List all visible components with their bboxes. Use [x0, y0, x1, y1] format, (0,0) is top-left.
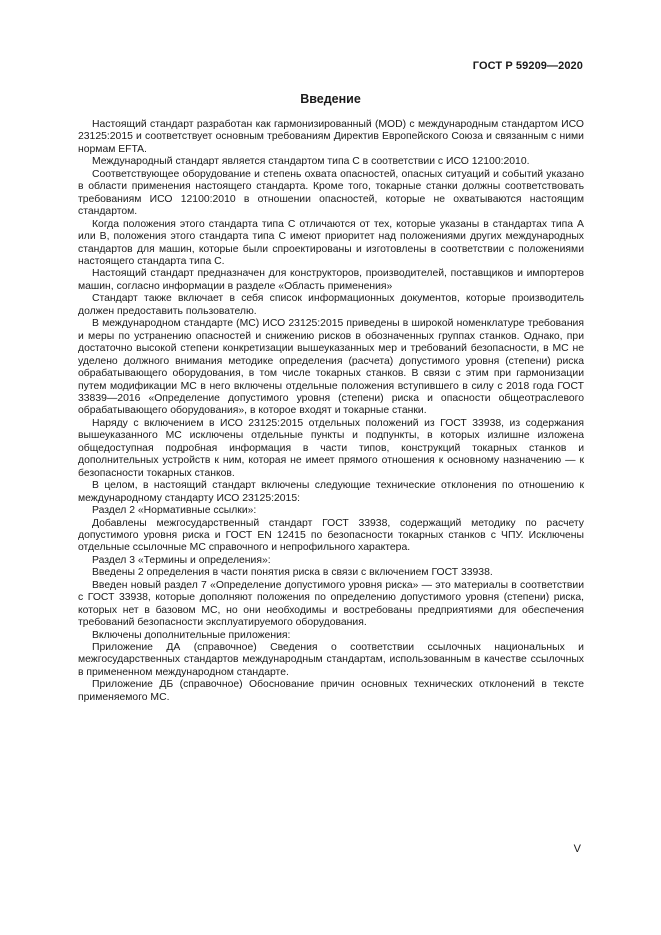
paragraph: В целом, в настоящий стандарт включены следующие технические отклонения по отношению к международному стандарту ИСО 23125:2015:: [78, 480, 584, 504]
paragraph: Настоящий стандарт предназначен для конструкторов, производителей, поставщиков и импортеров машин, согласно информации в разделе «Область применения»: [78, 268, 584, 292]
paragraph: Настоящий стандарт разработан как гармонизированный (MOD) с международным стандартом ИСО 23125:2015 и соответствует основным требованиям Директив Европейского Союза и связанным с ними нормам EFTA.: [78, 119, 584, 155]
paragraph: Наряду с включением в ИСО 23125:2015 отдельных положений из ГОСТ 33938, из содержания вышеуказанного МС исключены отдельные пункты и подпункты, в которых излишне изложена общедоступная подробная информация в части типов, конструкций токарных станков и дополнительных устройств к ним, которая не имеет прямого отношения к основному назначению — к безопасности токарных станков.: [78, 417, 584, 479]
paragraph: В международном стандарте (МС) ИСО 23125:2015 приведены в широкой номенклатуре требования и меры по устранению опасностей и снижению рисков в обозначенных группах станков. Однако, при достаточно высокой степени конкретизации вышеуказанных мер и требований безопасности, в МС не уделено должного внимания методике определения (расчета) допустимого уровня (степени) риска обрабатывающего оборудования, в том числе токарных станков. В связи с этим при гармонизации путем модификации МС в него включены отдельные положения вступившего в силу с 2018 года ГОСТ 33839—2016 «Определение допустимого уровня (степени) риска и опасности общеотраслевого обрабатывающего оборудования», в которое входят и токарные станки.: [78, 318, 584, 417]
paragraph: Введены 2 определения в части понятия риска в связи с включением ГОСТ 33938.: [92, 567, 493, 579]
paragraph: Когда положения этого стандарта типа С отличаются от тех, которые указаны в стандартах типа А или В, положения этого стандарта типа С имеют приоритет над положениями других международных стандартов для машин, которые были спроектированы и изготовлены в соответствии с положениями настоящего стандарта типа С.: [78, 218, 584, 267]
paragraph: Введен новый раздел 7 «Определение допустимого уровня риска» — это материалы в соответствии с ГОСТ 33938, которые дополняют положения по определению допустимого уровня (степени) риска, которых нет в базовом МС, но они необходимы и востребованы предприятиями для обеспечения требований безопасности эксплуатируемого оборудования.: [78, 579, 584, 629]
paragraph: Добавлены межгосударственный стандарт ГОСТ 33938, содержащий методику по расчету допустимого уровня риска и ГОСТ EN 12415 по безопасности токарных станков с ЧПУ. Исключены отдельные ссылочные МС справочного и непрофильного характера.: [78, 517, 584, 554]
paragraph: Раздел 2 «Нормативные ссылки»:: [92, 505, 257, 517]
section-title: Введение: [300, 92, 361, 106]
paragraph: Включены дополнительные приложения:: [92, 629, 291, 641]
standard-header: ГОСТ Р 59209—2020: [472, 60, 583, 72]
paragraph: Раздел 3 «Термины и определения»:: [92, 554, 271, 566]
paragraph: Международный стандарт является стандартом типа С в соответствии с ИСО 12100:2010.: [92, 156, 530, 168]
page-number: V: [573, 843, 581, 855]
paragraph: Стандарт также включает в себя список информационных документов, которые производитель должен предоставить пользователю.: [78, 293, 584, 317]
document-body: [78, 119, 584, 704]
paragraph: Соответствующее оборудование и степень охвата опасностей, опасных ситуаций и событий указано в области применения настоящего стандарта. Кроме того, токарные станки должны соответствовать требованиям ИСО 12100:2010 в отношении опасностей, которые не охватываются настоящим стандартом.: [78, 168, 584, 218]
paragraph: Приложение ДБ (справочное) Обоснование причин основных технических отклонений в тексте применяемого МС.: [78, 679, 584, 703]
paragraph: Приложение ДА (справочное) Сведения о соответствии ссылочных национальных и межгосударственных стандартов международным стандартам, использованным в качестве ссылочных в примененном международном стандарте.: [78, 642, 584, 678]
